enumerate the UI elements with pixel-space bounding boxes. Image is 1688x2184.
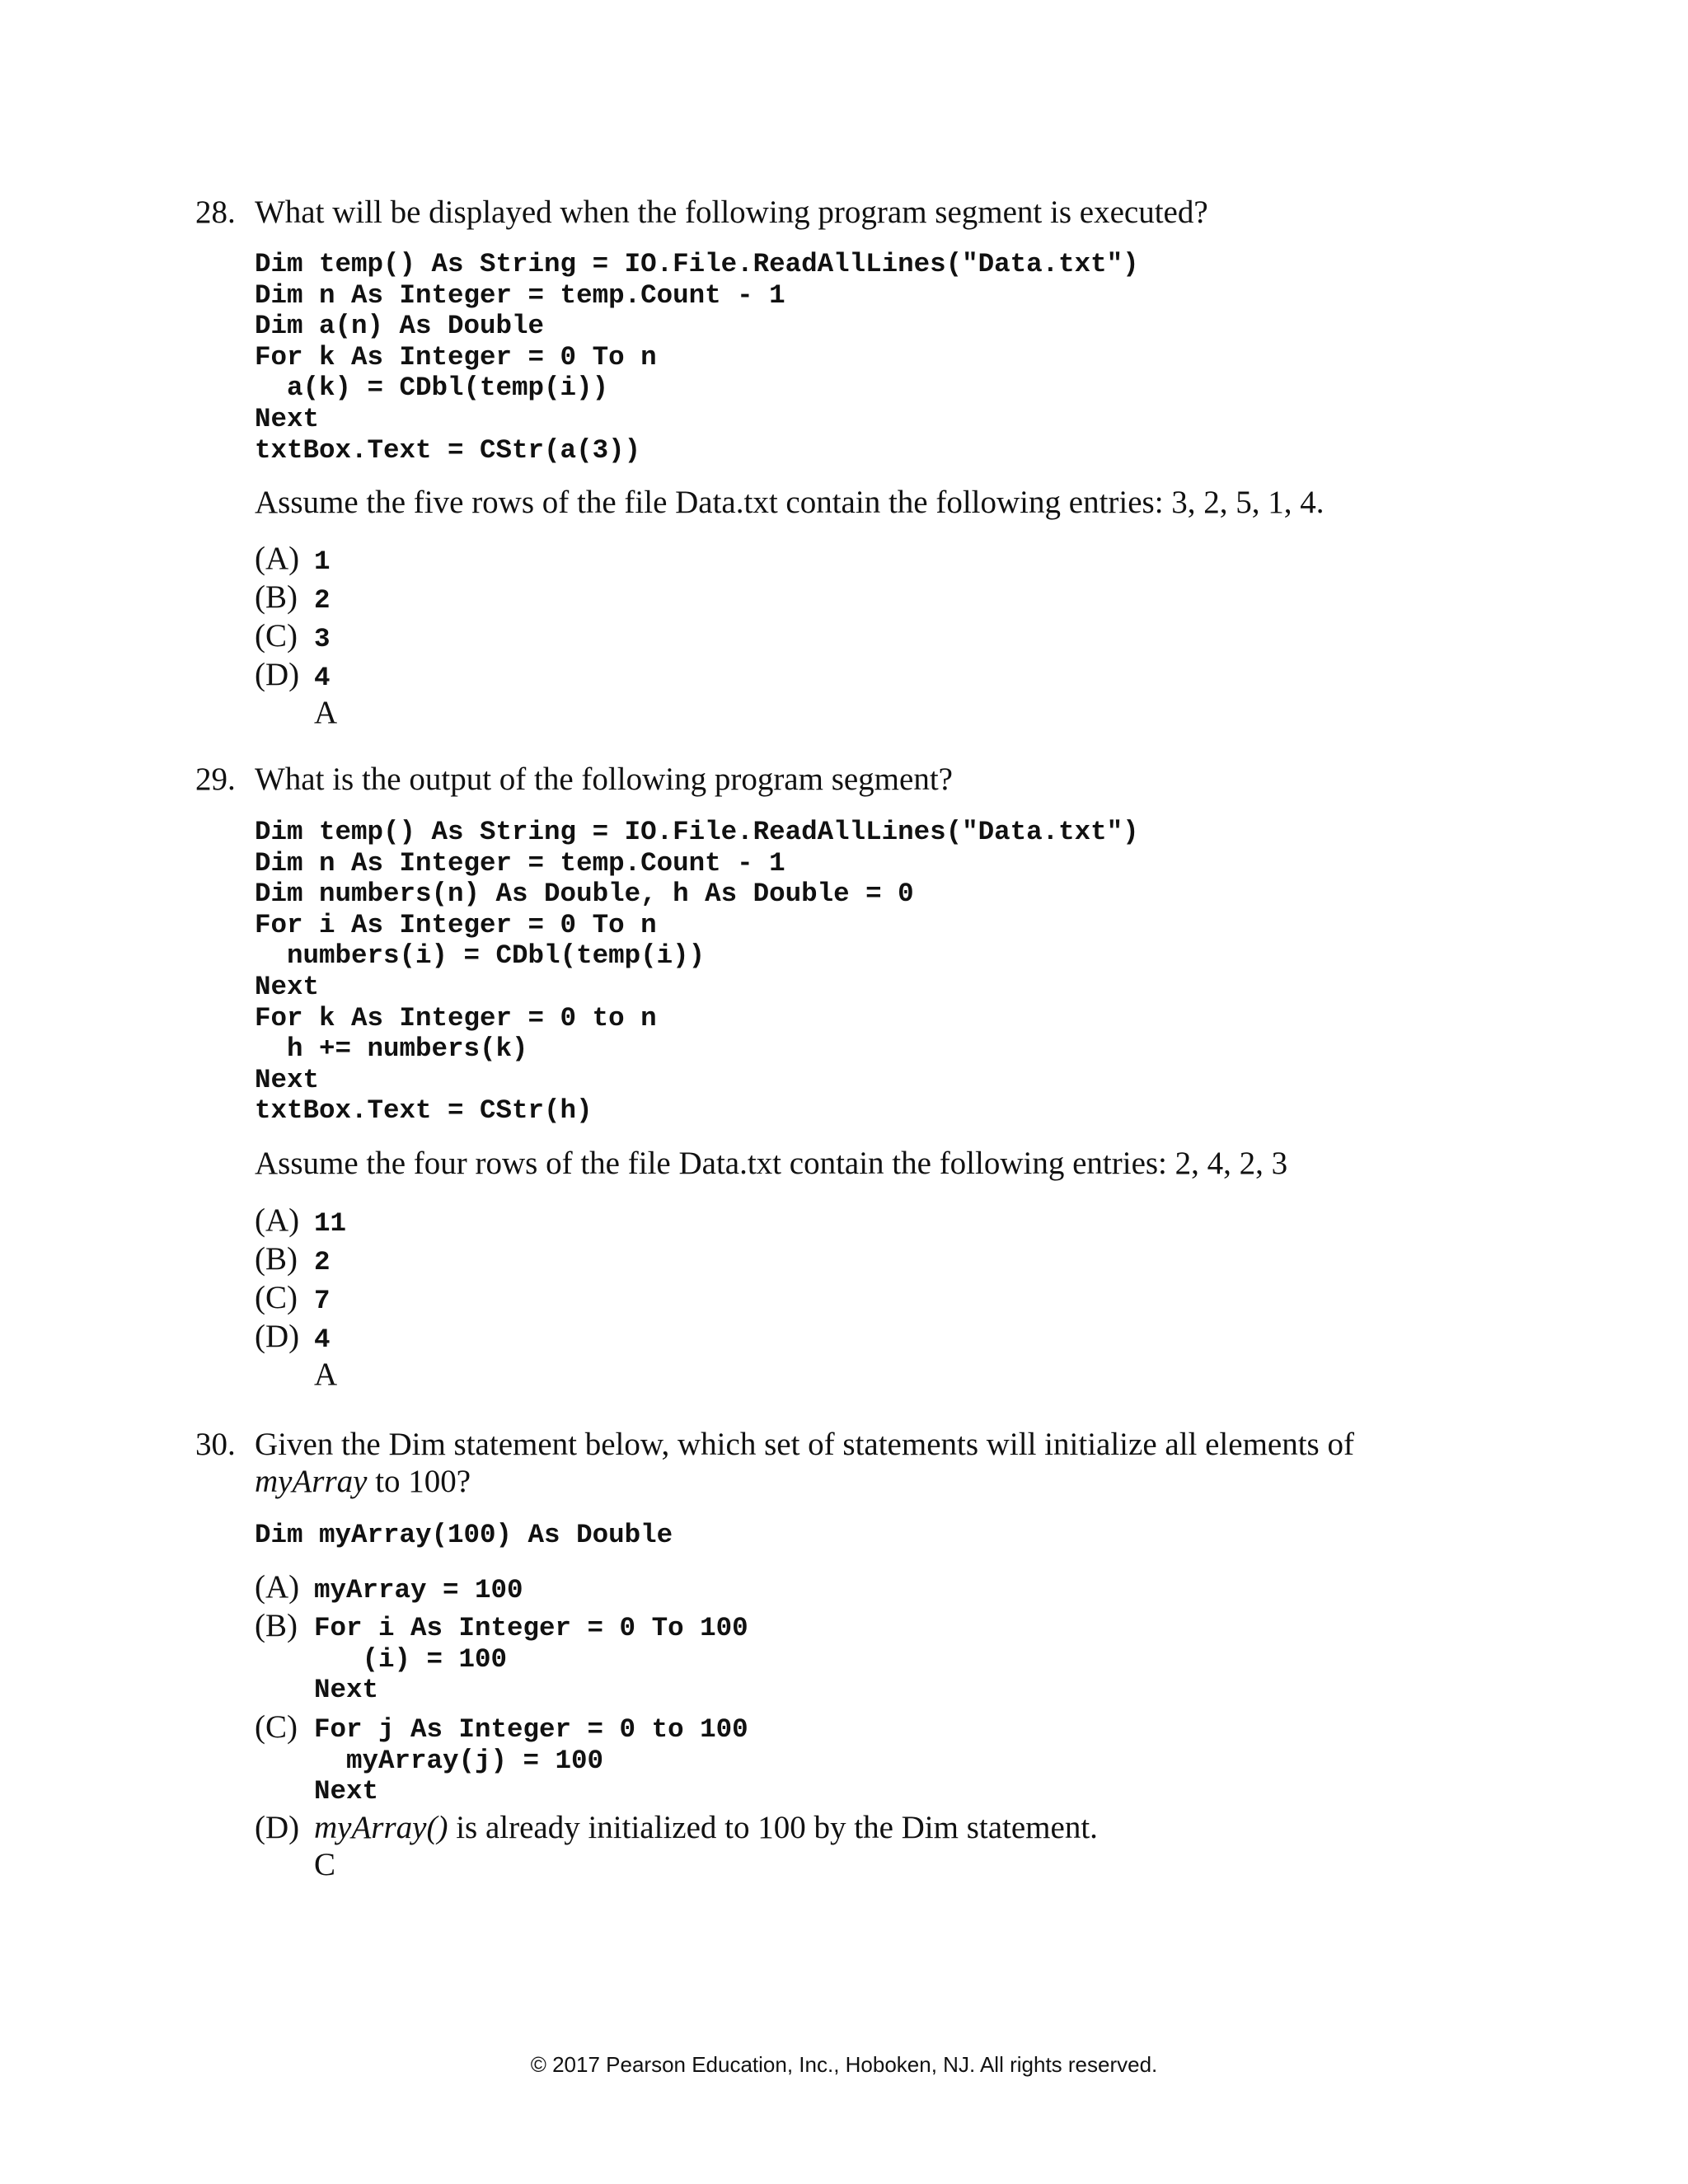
- option-d: (D) 4: [255, 657, 331, 693]
- option-c: (C) For j As Integer = 0 to 100 myArray(j) = 100 Next: [255, 1709, 748, 1807]
- option-b: (B) For i As Integer = 0 To 100 (i) = 100 Next: [255, 1608, 748, 1706]
- option-b: (B) 2: [255, 579, 331, 616]
- option-a: (A) 11: [255, 1202, 347, 1239]
- question-text-line2: myArray to 100?: [255, 1464, 471, 1499]
- option-a: (A) myArray = 100: [255, 1569, 523, 1605]
- question-text: What will be displayed when the following program segment is executed?: [255, 194, 1208, 230]
- option-c: (C) 7: [255, 1280, 331, 1316]
- answer-key: C: [314, 1847, 336, 1882]
- code-block: Dim temp() As String = IO.File.ReadAllLines("Data.txt") Dim n As Integer = temp.Count - 1 Dim a(n) As Double For k As Integer = 0 To n a(k) = CDbl(temp(i)) Next txtBox.Text = CStr(a(3)): [255, 249, 1139, 466]
- question-note: Assume the four rows of the file Data.txt contain the following entries: 2, 4, 2, 3: [255, 1146, 1288, 1181]
- option-b: (B) 2: [255, 1241, 331, 1277]
- copyright-footer: © 2017 Pearson Education, Inc., Hoboken, NJ. All rights reserved.: [530, 2052, 1158, 2077]
- code-block: Dim temp() As String = IO.File.ReadAllLines("Data.txt") Dim n As Integer = temp.Count - 1 Dim numbers(n) As Double, h As Double = 0 For i As Integer = 0 To n numbers(i) = CDbl(temp(i)) Next For k As Integer = 0 to n h += numbers(k) Next txtBox.Text = CStr(h): [255, 817, 1139, 1127]
- question-note: Assume the five rows of the file Data.txt contain the following entries: 3, 2, 5, 1, 4.: [255, 485, 1325, 520]
- question-number: 29.: [195, 762, 236, 797]
- question-text: What is the output of the following program segment?: [255, 762, 953, 797]
- answer-key: A: [314, 695, 338, 730]
- option-d: (D) 4: [255, 1319, 331, 1355]
- option-a: (A) 1: [255, 541, 331, 577]
- question-number: 30.: [195, 1427, 236, 1462]
- option-d: (D) myArray() is already initialized to 100 by the Dim statement.: [255, 1810, 1098, 1845]
- option-c: (C) 3: [255, 618, 331, 654]
- code-block: Dim myArray(100) As Double: [255, 1520, 673, 1550]
- question-text: Given the Dim statement below, which set of statements will initialize all elements of: [255, 1427, 1354, 1462]
- answer-key: A: [314, 1357, 338, 1392]
- question-number: 28.: [195, 194, 236, 230]
